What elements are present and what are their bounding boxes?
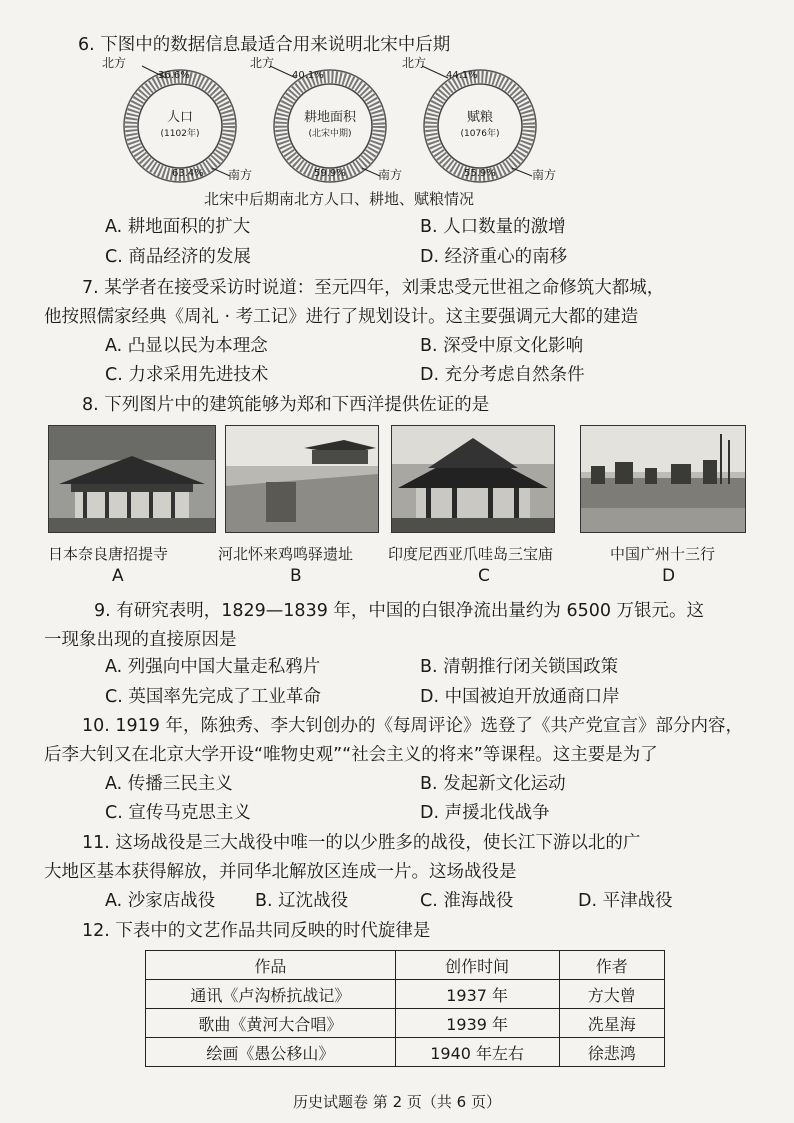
- donut-population: [100, 56, 253, 196]
- south-label: 南方: [228, 168, 253, 182]
- q9-option-d[interactable]: D. 中国被迫开放通商口岸: [420, 687, 620, 707]
- south-pct: 55.9%: [464, 168, 496, 179]
- south-label: 南方: [532, 168, 557, 182]
- pagoda-temple-image: [392, 426, 554, 532]
- q6-option-d[interactable]: D. 经济重心的南移: [420, 247, 568, 267]
- table-row: [146, 980, 665, 1009]
- table-header: 创作时间: [395, 951, 559, 980]
- q11-stem-line1: 11. 这场战役是三大战役中唯一的以少胜多的战役，使长江下游以北的广: [82, 833, 641, 853]
- q7-option-c[interactable]: C. 力求采用先进技术: [105, 365, 269, 385]
- q6-option-a[interactable]: A. 耕地面积的扩大: [105, 217, 251, 237]
- q8-stem: 8. 下列图片中的建筑能够为郑和下西洋提供佐证的是: [82, 395, 490, 415]
- photo-jimingyi: [225, 425, 379, 533]
- q7-option-a[interactable]: A. 凸显以民为本理念: [105, 336, 268, 356]
- q11-option-c[interactable]: C. 淮海战役: [420, 891, 514, 911]
- q7-stem-line2: 他按照儒家经典《周礼 · 考工记》进行了规划设计。这主要强调元大都的建造: [44, 307, 639, 327]
- table-cell: 方大曾: [559, 980, 664, 1009]
- q10-stem-line2: 后李大钊又在北京大学开设“唯物史观”“社会主义的将来”等课程。这主要是为了: [44, 745, 658, 765]
- donut-center-sub: (北宋中期): [308, 129, 352, 139]
- table-header: 作者: [559, 951, 664, 980]
- q8-option-c[interactable]: C: [478, 566, 490, 586]
- q9-option-b[interactable]: B. 清朝推行闭关锁国政策: [420, 657, 619, 677]
- q8-option-a[interactable]: A: [112, 566, 124, 586]
- donut-grain-tax: [400, 56, 557, 196]
- q12-stem: 12. 下表中的文艺作品共同反映的时代旋律是: [82, 921, 431, 941]
- donut-center-title: 耕地面积: [303, 110, 356, 125]
- q9-option-c[interactable]: C. 英国率先完成了工业革命: [105, 687, 321, 707]
- q10-option-d[interactable]: D. 声援北伐战争: [420, 803, 550, 823]
- photo-sampokong: [391, 425, 555, 533]
- north-label: 北方: [250, 56, 275, 70]
- q11-stem-line2: 大地区基本获得解放，并同华北解放区连成一片。这场战役是: [44, 862, 517, 882]
- north-pct: 36.6%: [158, 70, 190, 81]
- q9-option-a[interactable]: A. 列强向中国大量走私鸦片: [105, 657, 321, 677]
- page-footer: 历史试题卷 第 2 页（共 6 页）: [293, 1093, 501, 1111]
- table-cell: 绘画《愚公移山》: [146, 1038, 396, 1067]
- q9-stem-line1: 9. 有研究表明，1829—1839 年，中国的白银净流出量约为 6500 万银元。这: [94, 601, 705, 621]
- q11-option-b[interactable]: B. 辽沈战役: [255, 891, 349, 911]
- q8-option-d[interactable]: D: [662, 566, 676, 586]
- table-row: [146, 1038, 665, 1067]
- north-label: 北方: [402, 56, 427, 70]
- table-cell: 徐悲鸿: [559, 1038, 664, 1067]
- donut-center-title: 赋粮: [466, 110, 493, 125]
- north-pct: 44.1%: [446, 70, 478, 81]
- donut-center-title: 人口: [166, 110, 193, 125]
- south-label: 南方: [378, 168, 403, 182]
- table-cell: 1940 年左右: [395, 1038, 559, 1067]
- north-pct: 40.1%: [292, 70, 324, 81]
- q10-option-b[interactable]: B. 发起新文化运动: [420, 774, 566, 794]
- table-header-row: [146, 951, 665, 980]
- q6-option-c[interactable]: C. 商品经济的发展: [105, 247, 251, 267]
- table-cell: 1937 年: [395, 980, 559, 1009]
- north-label: 北方: [102, 56, 127, 70]
- q6-figure-caption: 北宋中后期南北方人口、耕地、赋粮情况: [204, 190, 475, 208]
- q9-stem-line2: 一现象出现的直接原因是: [44, 630, 237, 650]
- q8-caption-d: 中国广州十三行: [610, 545, 716, 563]
- q8-caption-c: 印度尼西亚爪哇岛三宝庙: [388, 545, 554, 563]
- table-row: [146, 1009, 665, 1038]
- photo-toshodaiji: [48, 425, 216, 533]
- q10-stem-line1: 10. 1919 年，陈独秀、李大钊创办的《每周评论》选登了《共产党宣言》部分内容，: [82, 716, 743, 736]
- donut-center-sub: (1076年): [460, 129, 500, 139]
- photo-thirteen-hongs: [580, 425, 746, 533]
- q10-option-a[interactable]: A. 传播三民主义: [105, 774, 233, 794]
- q8-caption-b: 河北怀来鸡鸣驿遗址: [218, 545, 354, 563]
- q11-option-d[interactable]: D. 平津战役: [578, 891, 673, 911]
- table-cell: 通讯《卢沟桥抗战记》: [146, 980, 396, 1009]
- q6-stem: 6. 下图中的数据信息最适合用来说明北宋中后期: [78, 35, 451, 55]
- q7-option-d[interactable]: D. 充分考虑自然条件: [420, 365, 585, 385]
- table-cell: 冼星海: [559, 1009, 664, 1038]
- q6-option-b[interactable]: B. 人口数量的激增: [420, 217, 566, 237]
- harbor-image: [581, 426, 745, 532]
- wall-image: [226, 426, 378, 532]
- donut-farmland: [250, 56, 403, 196]
- donut-center-sub: (1102年): [160, 129, 200, 139]
- south-pct: 59.9%: [314, 168, 346, 179]
- q8-option-b[interactable]: B: [290, 566, 302, 586]
- south-pct: 63.4%: [172, 168, 204, 179]
- table-header: 作品: [146, 951, 396, 980]
- q12-table: [145, 950, 665, 1067]
- table-cell: 1939 年: [395, 1009, 559, 1038]
- temple-image: [49, 426, 215, 532]
- table-cell: 歌曲《黄河大合唱》: [146, 1009, 396, 1038]
- q8-caption-a: 日本奈良唐招提寺: [48, 545, 169, 563]
- q7-stem-line1: 7. 某学者在接受采访时说道：至元四年，刘秉忠受元世祖之命修筑大都城，: [82, 278, 665, 298]
- q10-option-c[interactable]: C. 宣传马克思主义: [105, 803, 251, 823]
- q7-option-b[interactable]: B. 深受中原文化影响: [420, 336, 584, 356]
- q11-option-a[interactable]: A. 沙家店战役: [105, 891, 216, 911]
